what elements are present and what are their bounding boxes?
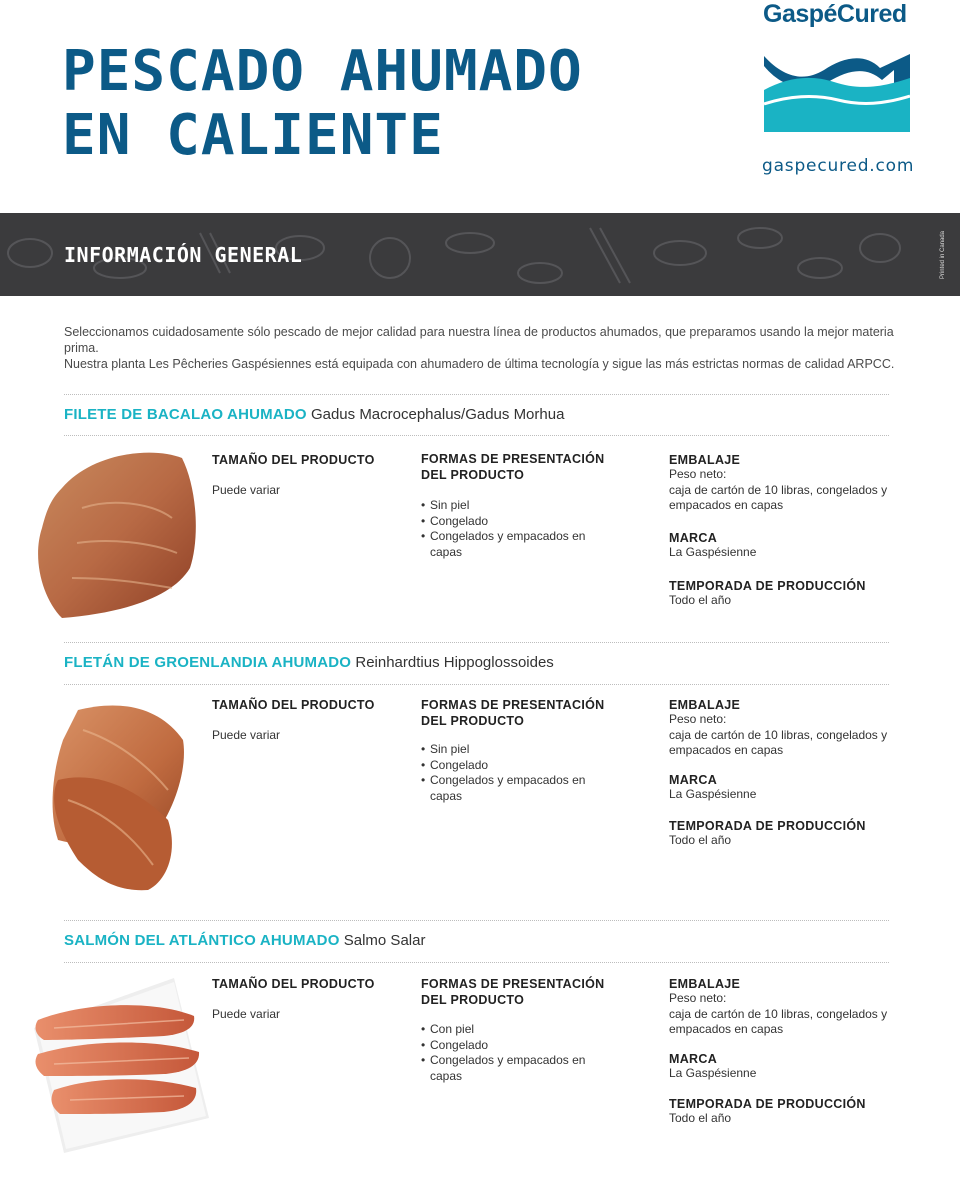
divider — [64, 394, 889, 395]
packaging-heading: EMBALAJE — [669, 453, 741, 467]
divider — [64, 684, 889, 685]
forms-heading: FORMAS DE PRESENTACIÓN DEL PRODUCTO — [421, 977, 605, 1007]
season-heading: TEMPORADA DE PRODUCCIÓN — [669, 579, 866, 593]
printed-in-note: Printed in Canada — [940, 230, 946, 280]
size-value: Puede variar — [212, 1007, 281, 1021]
size-value: Puede variar — [212, 483, 281, 497]
banner-title: INFORMACIÓN GENERAL — [64, 243, 303, 267]
brand-value: La Gaspésienne — [669, 1066, 757, 1080]
list-item: capas — [430, 788, 463, 803]
product-scientific-name: Reinhardtius Hippoglossoides — [355, 654, 554, 671]
season-value: Todo el año — [669, 593, 732, 607]
list-item: • Congelados y empacados en — [421, 773, 591, 789]
salmon-fillets-photo-icon — [24, 968, 214, 1158]
brand-heading: MARCA — [669, 531, 718, 545]
brand-name: GaspéCured — [763, 0, 907, 28]
season-heading: TEMPORADA DE PRODUCCIÓN — [669, 1097, 866, 1111]
general-info-banner — [0, 213, 960, 296]
brand-block — [760, 0, 920, 185]
list-item: • Con piel — [421, 1022, 591, 1038]
divider — [64, 920, 889, 921]
size-heading: TAMAÑO DEL PRODUCTO — [212, 698, 375, 712]
packaging-value: Peso neto: caja de cartón de 10 libras, congelados y empacados en capas — [669, 991, 888, 1036]
forms-list — [421, 498, 591, 560]
list-item: capas — [430, 1068, 463, 1083]
page-title-line1: PESCADO AHUMADO — [62, 39, 583, 104]
forms-heading: FORMAS DE PRESENTACIÓN DEL PRODUCTO — [421, 452, 605, 482]
product-name: FILETE DE BACALAO AHUMADO — [64, 406, 307, 423]
divider — [64, 642, 889, 643]
forms-list — [421, 742, 591, 804]
packaging-heading: EMBALAJE — [669, 977, 741, 991]
list-item: • Congelados y empacados en — [421, 529, 591, 545]
brand-value: La Gaspésienne — [669, 787, 757, 801]
packaging-value: Peso neto: caja de cartón de 10 libras, congelados y empacados en capas — [669, 467, 888, 512]
list-item: • Congelado — [421, 514, 591, 530]
cod-fillet-photo-icon — [22, 448, 212, 628]
list-item: • Congelado — [421, 758, 591, 774]
page-title-line2: EN CALIENTE — [62, 103, 444, 168]
size-heading: TAMAÑO DEL PRODUCTO — [212, 977, 375, 991]
packaging-value: Peso neto: caja de cartón de 10 libras, congelados y empacados en capas — [669, 712, 888, 757]
list-item: • Sin piel — [421, 742, 591, 758]
brand-website-link[interactable]: gaspecured.com — [762, 156, 915, 176]
season-value: Todo el año — [669, 1111, 732, 1125]
intro-line1: Seleccionamos cuidadosamente sólo pescado de mejor calidad para nuestra línea de productos ahumados, que preparamos usando la mejor materia prima. — [64, 325, 894, 355]
product-scientific-name: Salmo Salar — [343, 932, 426, 949]
product-heading — [64, 406, 564, 423]
divider — [64, 435, 889, 436]
product-heading — [64, 932, 425, 949]
list-item: • Sin piel — [421, 498, 591, 514]
brand-fish-logo-icon — [764, 48, 910, 132]
list-item: • Congelados y empacados en — [421, 1053, 591, 1069]
intro-text — [64, 324, 924, 372]
product-scientific-name: Gadus Macrocephalus/Gadus Morhua — [310, 406, 565, 423]
brand-heading: MARCA — [669, 773, 718, 787]
product-name: SALMÓN DEL ATLÁNTICO AHUMADO — [64, 932, 340, 949]
packaging-heading: EMBALAJE — [669, 698, 741, 712]
product-heading — [64, 654, 554, 671]
size-heading: TAMAÑO DEL PRODUCTO — [212, 453, 375, 467]
forms-heading: FORMAS DE PRESENTACIÓN DEL PRODUCTO — [421, 698, 605, 728]
intro-line2: Nuestra planta Les Pêcheries Gaspésiennes está equipada con ahumadero de última tecnología y sigue las más estrictas normas de calidad ARPCC. — [64, 357, 895, 371]
page-title — [62, 40, 702, 168]
list-item: • Congelado — [421, 1038, 591, 1054]
brand-heading: MARCA — [669, 1052, 718, 1066]
brand-value: La Gaspésienne — [669, 545, 757, 559]
size-value: Puede variar — [212, 728, 281, 742]
season-heading: TEMPORADA DE PRODUCCIÓN — [669, 819, 866, 833]
list-item: capas — [430, 544, 463, 559]
forms-list — [421, 1022, 591, 1084]
product-name: FLETÁN DE GROENLANDIA AHUMADO — [64, 654, 352, 671]
divider — [64, 962, 889, 963]
halibut-fillet-photo-icon — [38, 700, 198, 895]
season-value: Todo el año — [669, 833, 732, 847]
